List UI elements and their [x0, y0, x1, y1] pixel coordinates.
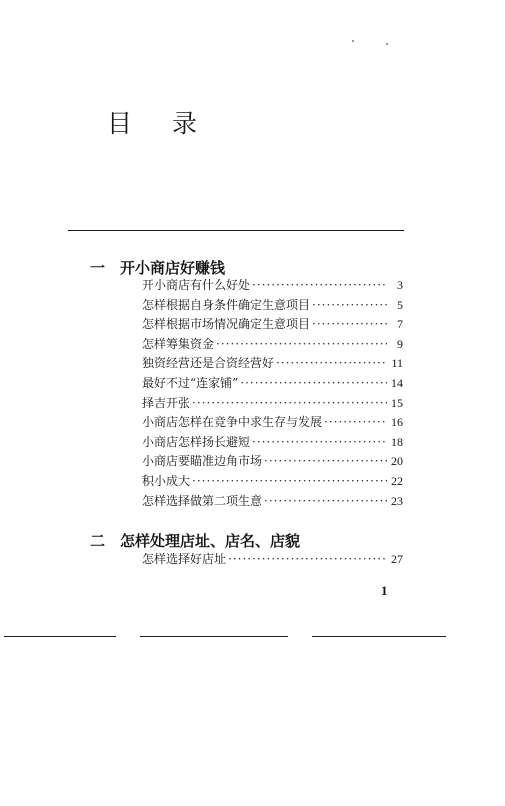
section-title: 开小商店好赚钱 — [120, 259, 226, 277]
toc-entry-title: 独资经营还是合资经营好 — [142, 356, 275, 371]
toc-entry-title: 小商店怎样在竞争中求生存与发展 — [142, 415, 323, 430]
section-number: 二 — [90, 532, 106, 550]
toc-entry-page: 27 — [391, 552, 403, 566]
toc-entry[interactable] — [142, 492, 403, 512]
toc-entry[interactable] — [142, 452, 403, 472]
scan-speck — [352, 40, 354, 42]
scan-speck — [386, 43, 388, 45]
toc-entry-title: 择吉开张 — [142, 395, 191, 410]
dot-leader — [216, 335, 387, 355]
toc-entry-page: 22 — [391, 473, 403, 488]
toc-entry-title: 怎样选择好店址 — [142, 552, 227, 566]
toc-entry-page: 16 — [391, 415, 403, 430]
toc-entry-page: 3 — [397, 278, 403, 292]
toc-entry-page: 18 — [391, 434, 403, 449]
toc-entry-page: 5 — [397, 297, 403, 312]
dot-leader — [252, 433, 387, 453]
scan-edge-line — [4, 636, 116, 637]
toc-entry-title: 积小成大 — [142, 473, 191, 488]
toc-entry[interactable] — [142, 433, 403, 453]
toc-entry-page: 14 — [391, 375, 403, 390]
toc-entry-page: 11 — [391, 356, 403, 371]
toc-entry-page: 23 — [391, 493, 403, 508]
toc-entry-title: 怎样选择做第二项生意 — [142, 493, 263, 508]
page-title: 目 录 — [107, 109, 213, 138]
dot-leader — [312, 315, 387, 335]
dot-leader — [192, 394, 387, 414]
toc-entry-title: 小商店要瞄准边角市场 — [142, 454, 263, 469]
toc-entry-page: 7 — [397, 317, 403, 332]
toc-entry[interactable] — [142, 296, 403, 316]
dot-leader — [312, 296, 387, 316]
toc-entry-page: 20 — [391, 454, 403, 469]
toc-entry[interactable] — [142, 472, 403, 492]
section-title: 怎样处理店址、店名、店貌 — [120, 532, 301, 550]
section-heading — [90, 257, 225, 278]
dot-leader — [228, 550, 387, 570]
toc-entry-title: 开小商店有什么好处 — [142, 278, 251, 292]
toc-entry-title: 最好不过“连家铺” — [142, 375, 239, 390]
toc-entry-title: 怎样根据市场情况确定生意项目 — [142, 317, 311, 332]
title-divider — [68, 230, 404, 231]
toc-entry[interactable] — [142, 335, 403, 355]
toc-entry-page: 15 — [391, 395, 403, 410]
dot-leader — [324, 413, 387, 433]
toc-entry[interactable] — [142, 550, 403, 570]
dot-leader — [264, 492, 387, 512]
toc-entry[interactable] — [142, 276, 403, 296]
toc-entry-page: 9 — [397, 336, 403, 351]
toc-entry-title: 小商店怎样扬长避短 — [142, 434, 251, 449]
dot-leader — [252, 276, 387, 296]
section-number: 一 — [90, 259, 106, 277]
dot-leader — [240, 374, 387, 394]
toc-list-section-1 — [142, 276, 403, 511]
dot-leader — [276, 354, 387, 374]
dot-leader — [264, 452, 387, 472]
toc-entry[interactable] — [142, 394, 403, 414]
dot-leader — [192, 472, 387, 492]
toc-entry-title: 怎样根据自身条件确定生意项目 — [142, 297, 311, 312]
toc-entry[interactable] — [142, 413, 403, 433]
section-heading — [90, 530, 300, 551]
toc-entry-title: 怎样筹集资金 — [142, 336, 215, 351]
toc-entry[interactable] — [142, 354, 403, 374]
toc-list-section-2 — [142, 550, 403, 570]
scan-edge-line — [312, 636, 446, 637]
toc-entry[interactable] — [142, 315, 403, 335]
scan-edge-line — [140, 636, 288, 637]
page-number: 1 — [381, 583, 388, 598]
toc-entry[interactable] — [142, 374, 403, 394]
